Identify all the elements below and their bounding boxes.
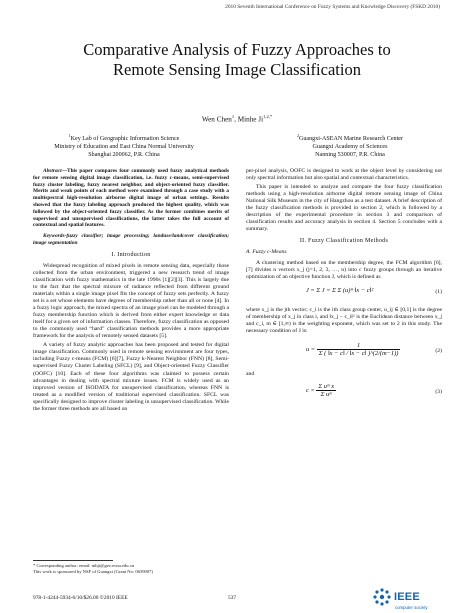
footnotes (33, 563, 153, 575)
affiliation-1 (24, 132, 224, 159)
affiliation-line: Nanning 530007, P.R. China (315, 152, 385, 159)
subsection-heading-fcm: A. Fuzzy c-Means (246, 249, 287, 256)
society-tagline: computer society (395, 605, 428, 610)
abstract-text: —This paper compares four commonly used fuzzy analytical methods for remote sensing digital image classification, i.e. fuzzy c-means, semi-supervised fuzzy cluster labeling, fuzzy nearest neighbor, and object-oriented fuzzy classifier. Merits and weak points of each method were examined through a case study with a multispectral high-resolution airborne digital image of urban settings. Results showed that the fuzzy labeling approach produced the highest quality, which was followed by the object-oriented fuzzy classifier. As the former combines merits of supervised and unsupervised classifications, the latter takes the full account of contextual and spatial features. (33, 168, 229, 229)
page-number: 537 (228, 595, 237, 601)
paragraph: Widespread recognition of mixed pixels in remote sensing data, especially those collected from the urban environment, triggered a new research trend of image classification with fuzzy mathematics in the late 1990s [1][2][3]. This is largely due to the fact that the spectral mixture of radiance reflected from different ground materials within a single image pixel fits the concept of fuzzy sets perfectly. A fuzzy set is a set whose elements have degrees of membership rather than all or none [4]. In a fuzzy logic approach, the mixed spectra of an image pixel can be modeled through a fuzzy membership function which is derived from either expert knowledge or data itself for a given set of information classes. Therefore, fuzzy classification as opposed to the commonly used “hard” classification methods provides a more appropriate framework for the analysis of remotely sensed datasets [5]. (33, 262, 229, 340)
equation-3 (246, 381, 442, 407)
equation-number: (1) (435, 288, 442, 295)
keywords: Keywords-fuzzy classifier; image processing; landuse/landcover classification; image segmentation (33, 233, 229, 246)
affiliation-marker: 2 (296, 133, 299, 138)
author-list (0, 114, 474, 123)
title-line-1: Comparative Analysis of Fuzzy Approaches to (83, 40, 391, 59)
footnote-divider (33, 560, 113, 561)
left-column (33, 168, 229, 415)
ieee-computer-society-icon (372, 587, 392, 607)
equation-2 (246, 338, 442, 368)
equation-2-expression: u = $\frac{1}{\Sigma ( ‖x - c‖ / ‖x - c‖ )\^{}(2/(m-1))}$ (306, 341, 399, 357)
section-heading-introduction: I. Introduction (111, 251, 151, 258)
author-2-affiliation: 1,2,* (263, 114, 273, 119)
ieee-wordmark: IEEE (394, 591, 420, 603)
paper-title (0, 40, 474, 80)
conjunction-text: and (246, 370, 255, 377)
section-heading-methods: II. Fuzzy Classification Methods (299, 238, 389, 245)
paragraph: A variety of fuzzy analytic approaches has been proposed and tested for digital image classification. Commonly used in remote sensing environment are four types, including Fuzzy c-means (FCM) [6][7], Fuzzy k-Nearest Neighbor (FNN) [8], Semi-supervised Fuzzy Cluster Labeling (SFCL) [9], and Object-oriented Fuzzy Classifier (OOFC) [10]. Each of these four algorithms was claimed to possess certain advantages in dealing with spectral mixture issues. FCM is widely used as an improved version of ISODATA for unsupervised classification, whereas FNN is treated as a modified version of traditional supervised classification. SFCL was specifically designed to improve cluster labeling in unsupervised classification. While the former three methods are all based on (33, 342, 229, 412)
footnote-funding: This work is sponsored by NSF of Guangxi (Grant No: 0639007) (33, 569, 153, 574)
copyright-line: 978-1-4244-5934-6/10/$26.00 ©2010 IEEE (33, 595, 128, 601)
affiliation-marker: 1 (68, 133, 71, 138)
ieee-logo (372, 587, 420, 607)
affiliation-line: Key Lab of Geographic Information Science (70, 136, 180, 143)
affiliation-line: Shanghai 200062, P.R. China (88, 152, 160, 159)
affiliation-2 (250, 132, 450, 159)
author-2: Minhe Ji (237, 115, 264, 124)
paragraph: where x_j is the jth vector; c_i is the ith class group center, u_ij ∈ [0,1] is the degree of membership of x_j in class i, and ‖x_j − c_i‖² is the Euclidean distance between x_j and c_i, m ∈ [1,∞) is the weighting exponent, which was set to 2 in this study. The necessary condition of J is: (246, 306, 442, 334)
title-line-2: Remote Sensing Image Classification (113, 60, 361, 79)
footnote-corresponding-author: * Corresponding author; email: mhji@geo.ecnu.edu.cn (33, 563, 135, 568)
affiliation-line: Ministry of Education and East China Normal University (54, 144, 194, 151)
author-separator: , (234, 115, 238, 124)
equation-3-expression: c = $\frac{\text{Σ uᵐ x}}{\text{Σ uᵐ}}$ (306, 382, 335, 398)
paragraph: A clustering method based on the membership degree, the FCM algorithm [6], [7] divides n vectors x_j (j=1, 2, 3, …, n) into c fuzzy groups through an iterative optimization of an objective function J, which is defined as (246, 259, 442, 280)
right-column (246, 168, 442, 410)
paragraph: per-pixel analysis, OOFC is designed to work at the object level by considering not only spectral information but also spatial and contextual characteristics. (246, 168, 442, 182)
abstract (33, 168, 229, 229)
abstract-lead: Abstract (43, 168, 62, 174)
author-1-affiliation: 1 (231, 114, 235, 119)
affiliation-line: Guangxi Academy of Sciences (312, 144, 388, 151)
equation-number: (2) (435, 347, 442, 354)
equation-1 (246, 284, 442, 304)
affiliation-line: Guangxi-ASEAN Marine Research Center (298, 136, 404, 143)
equation-1-expression: J = Σ J = Σ Σ (u)ᵐ ‖x − c‖² (306, 286, 374, 294)
author-1: Wen Chen (201, 115, 232, 124)
conference-header: 2010 Seventh International Conference on Fuzzy Systems and Knowledge Discovery (FSKD 2010) (225, 4, 440, 10)
paragraph: This paper is intended to analyze and compare the four fuzzy classification methods using a high-resolution airborne digital remote sensing image of China National Silk Museum in the city of Hangzhou as a test dataset. A brief description of the fuzzy classification methods is provided in section 2, which is followed by a description of the experimental procedure in section 3 and comparison of classification results and accuracy analysis in section 4. Section 5 concludes with a summary. (246, 184, 442, 233)
equation-number: (3) (435, 388, 442, 395)
